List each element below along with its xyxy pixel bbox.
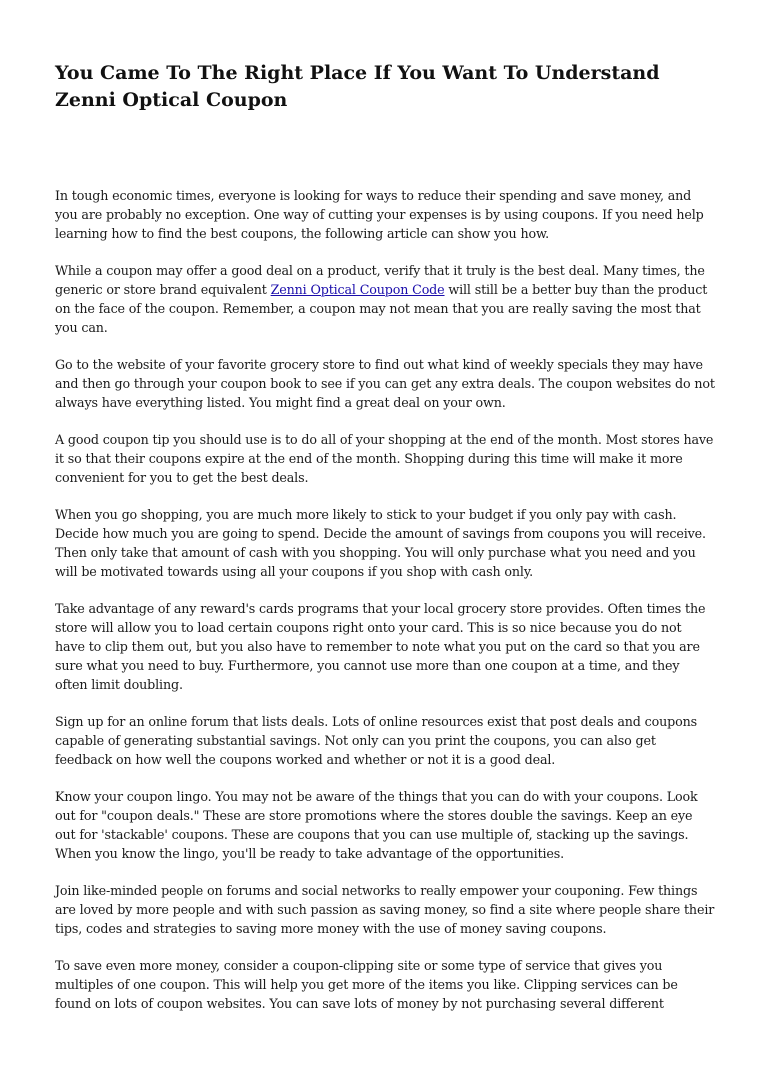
paragraph-3: Go to the website of your favorite grocery store to find out what kind of weekly specials they may have and then go through your coupon book to see if you can get any extra deals. The coupon websites do not always have everything listed. You might find a great deal on your own. [55, 357, 715, 410]
paragraph-8: Know your coupon lingo. You may not be aware of the things that you can do with your coupons. Look out for "coupon deals." These are store promotions where the stores double the savings. Keep an eye out for 'stackable' coupons. These are coupons that you can use multiple of, stacking up the savings. When you know the lingo, you'll be ready to take advantage of the opportunities. [55, 789, 698, 861]
zenni-coupon-code-link[interactable]: Zenni Optical Coupon Code [270, 282, 445, 297]
paragraph-10: To save even more money, consider a coupon-clipping site or some type of service that gives you multiples of one coupon. This will help you get more of the items you like. Clipping services can be found on lots of coupon websites. You can save lots of money by not purchasing several different [55, 958, 678, 1011]
paragraph-9: Join like-minded people on forums and social networks to really empower your couponing. Few things are loved by more people and with such passion as saving money, so find a site where people share their tips, codes and strategies to saving more money with the use of money saving coupons. [55, 883, 715, 936]
paragraph-4: A good coupon tip you should use is to do all of your shopping at the end of the month. Most stores have it so that their coupons expire at the end of the month. Shopping during this time will make it more convenient for you to get the best deals. [55, 432, 714, 485]
paragraph-2-after: will still be a better buy than the product on the face of the coupon. Remember, a coupon may not mean that you are really saving the most that you can. [55, 282, 708, 335]
paragraph-2-before: While a coupon may offer a good deal on a product, verify that it truly is the best deal. Many times, the generic or store brand equivalent [55, 263, 705, 297]
paragraph-5: When you go shopping, you are much more likely to stick to your budget if you only pay with cash. Decide how much you are going to spend. Decide the amount of savings from coupons you will receive. Then only take that amount of cash with you shopping. You will only purchase what you need and you will be motivated towards using all your coupons if you shop with cash only. [55, 507, 706, 579]
paragraph-1: In tough economic times, everyone is looking for ways to reduce their spending and save money, and you are probably no exception. One way of cutting your expenses is by using coupons. If you need help learning how to find the best coupons, the following article can show you how. [55, 188, 704, 241]
page-title: You Came To The Right Place If You Want To Understand Zenni Optical Coupon [55, 62, 660, 111]
paragraph-2 [55, 261, 715, 337]
document-header [55, 60, 715, 114]
paragraph-6: Take advantage of any reward's cards programs that your local grocery store provides. Often times the store will allow you to load certain coupons right onto your card. This is so nice because you do not have to clip them out, but you also have to remember to note what you put on the card so that you are sure what you need to buy. Furthermore, you cannot use more than one coupon at a time, and they often limit doubling. [55, 601, 706, 692]
article-body [55, 186, 715, 1031]
paragraph-7: Sign up for an online forum that lists deals. Lots of online resources exist that post deals and coupons capable of generating substantial savings. Not only can you print the coupons, you can also get feedback on how well the coupons worked and whether or not it is a good deal. [55, 714, 697, 767]
